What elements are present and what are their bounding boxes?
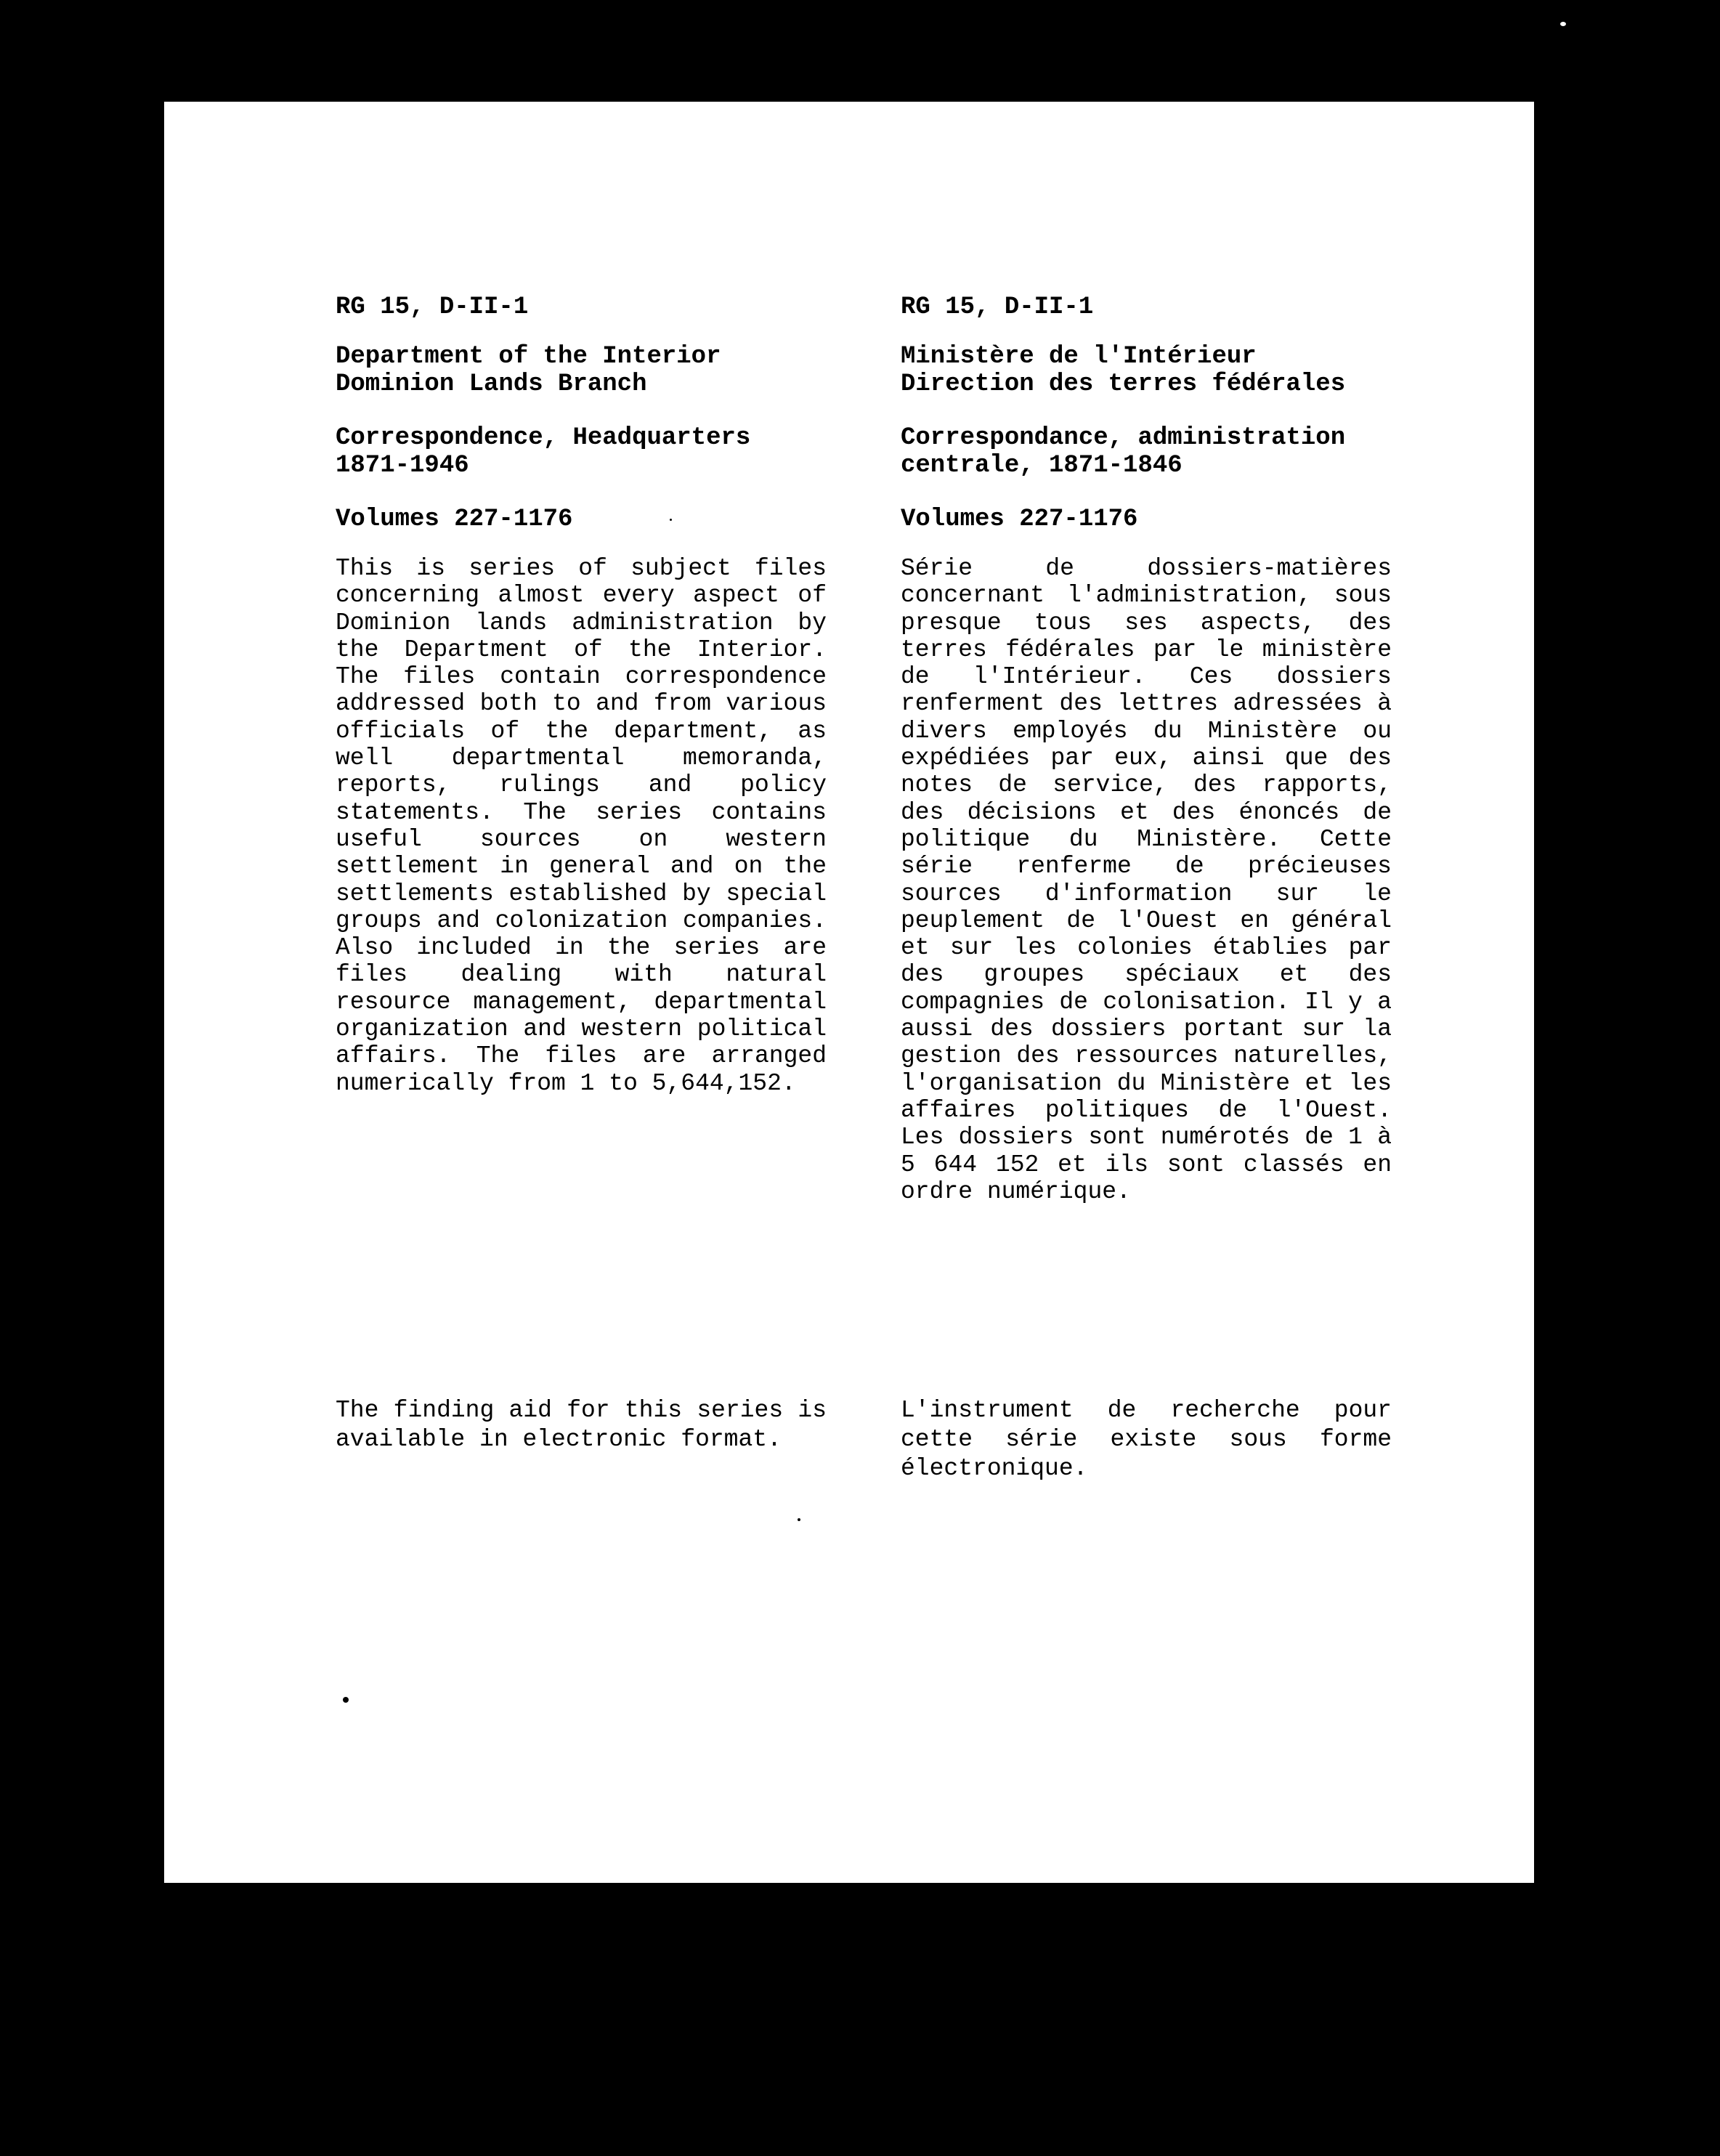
series-description: This is series of subject files concerning almost every aspect of Dominion lands administration by the Department of the Interior. The files contain correspondence addressed both to and from various officials of the department, as well departmental memoranda, reports, rulings and policy statements. The series contains useful sources on western settlement in general and on the settlements established by special groups and colonization companies. Also included in the series are files dealing with natural resource management, departmental organization and western political affairs. The files are arranged numerically from 1 to 5,644,152.: [336, 555, 827, 1097]
reference-code: RG 15, D-II-1: [901, 293, 1094, 321]
department-name: Ministère de l'Intérieur Direction des terres fédérales: [901, 343, 1346, 398]
scan-speck: [798, 1518, 800, 1521]
scan-speck: [1560, 22, 1566, 26]
series-description: Série de dossiers-matières concernant l'administration, sous presque tous ses aspects, des terres fédérales par le ministère de l'Intérieur. Ces dossiers renferment des lettres adressées à divers employés du Ministère ou expédiées par eux, ainsi que des notes de service, des rapports, des décisions et des énoncés de politique du Ministère. Cette série renferme de précieuses sources d'information sur le peuplement de l'Ouest en général et sur les colonies établies par des groupes spéciaux et des compagnies de colonisation. Il y a aussi des dossiers portant sur la gestion des ressources naturelles, l'organisation du Ministère et les affaires politiques de l'Ouest. Les dossiers sont numérotés de 1 à 5 644 152 et ils sont classés en ordre numérique.: [901, 555, 1392, 1205]
scan-speck: [343, 1697, 349, 1703]
finding-aid-note: The finding aid for this series is available in electronic format.: [336, 1397, 827, 1453]
series-title: Correspondence, Headquarters 1871-1946: [336, 424, 751, 479]
series-title: Correspondance, administration centrale, 1871-1846: [901, 424, 1346, 479]
scan-speck: [670, 519, 672, 521]
english-column: [336, 293, 827, 1453]
finding-aid-note: L'instrument de recherche pour cette série existe sous forme électronique.: [901, 1397, 1392, 1482]
department-name: Department of the Interior Dominion Lands Branch: [336, 343, 721, 398]
volumes-range: Volumes 227-1176: [336, 506, 573, 533]
volumes-range: Volumes 227-1176: [901, 506, 1138, 533]
document-page: [164, 102, 1534, 1883]
reference-code: RG 15, D-II-1: [336, 293, 529, 321]
french-column: [901, 293, 1392, 1482]
